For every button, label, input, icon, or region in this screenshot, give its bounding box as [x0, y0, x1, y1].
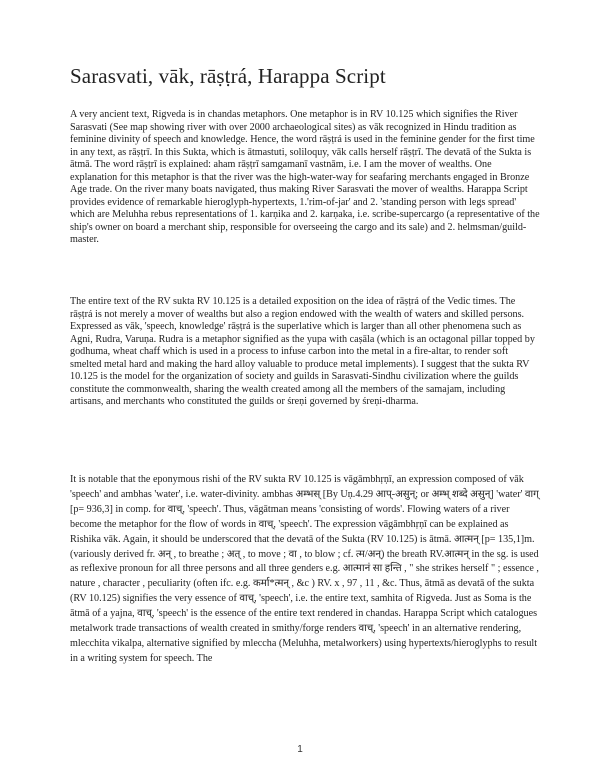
page-number: 1: [297, 744, 303, 755]
paragraph-1: A very ancient text, Rigveda is in chandas metaphors. One metaphor is in RV 10.125 which signifies the River Sarasvati (See map showing river with over 2000 archaeological sites) as vāk recognized in Hindu tradition as feminine divinity of speech and knowledge. Hence, the word rāṣṭrá is used in the feminine gender for the first time in any text, as rāṣṭrī. In this Sukta, which is ātmastuti, soliloquy, vāk calls herself rāṣṭrī. The devatā of the Sukta is ātmā. The word rāṣṭrī is explained: aham rāṣṭrī samgamanī vastnām, i.e. I am the mover of wealths. One explanation for this metaphor is that the river was the high-water-way for seafaring merchants engaged in Bronze Age trade. On the river many boats navigated, thus making River Sarasvati the mover of wealths. Harappa Script provides evidence of remarkable hieroglyph-hypertexts, 1.'rim-of-jar' and 2. 'standing person with legs spread' which are Meluhha rebus representations of 1. karṇika and 2. karṇaka, i.e. scribe-supercargo (a representative of the ship's owner on board a merchant ship, responsible for overseeing the cargo and its sale) and 2. helmsman/guild-master.: [70, 109, 540, 246]
paragraph-3: It is notable that the eponymous rishi of the RV sukta RV 10.125 is vāgāmbhṛṇī, an expression composed of vāk 'speech' and ambhas 'water', i.e. water-divinity. ambhas अम्भस् [By Uṇ.4.29 आप्-असुन्; or अम्भ् शब्दे असुन्] 'water' वाग् [p= 936,3] in comp. for वाच्, 'speech'. Thus, vāgātman means 'consisting of words'. Flowing waters of a river become the metaphor for the flow of words in वाच्, 'speech'. The expression vāgāmbhṛṇī can be explained as Rishika vāk. Again, it should be underscored that the devatā of the Sukta (RV 10.125) is ātmā. आत्मन् [p= 135,1]m. (variously derived fr. अन् , to breathe ; अत् , to move ; वा , to blow ; cf. त्म/अन्) the breath RV.आत्मन् in the sg. is used as reflexive pronoun for all three persons and all three genders e.g. आत्मानं सा हन्ति , " she strikes herself " ; essence , nature , character , peculiarity (often ifc. e.g. कर्मा*त्मन् , &c ) RV. x , 97 , 11 , &c. Thus, ātmā as devatā of the sukta (RV 10.125) signifies the very essence of वाच्, 'speech', i.e. the entire text, samhita of Rigveda. Just as Soma is the ātmā of a yajna, वाच्, 'speech' is the essence of the entire text rendered in chandas. Harappa Script which catalogues metalwork trade transactions of wealth created in smithy/forge renders वाच्, 'speech' in an alternative rendering, mlecchita vikalpa, alternative signified by mleccha (Meluhha, metalworkers) using hypertexts/hieroglyphs to result in a writing system for speech. The: [70, 474, 539, 664]
page-title: Sarasvati, vāk, rāṣṭrá, Harappa Script: [70, 64, 386, 88]
paragraph-2: The entire text of the RV sukta RV 10.125 is a detailed exposition on the idea of rāṣṭrá of the Vedic times. The rāṣṭrá is not merely a mover of wealths but also a region endowed with the wealth of waters and skilled persons. Expressed as vāk, 'speech, knowledge' rāṣṭrá is the superlative which is larger than all other phenomena such as Agni, Rudra, Varuṇa. Rudra is a metaphor signified as the yupa with caṣāla (which is an octagonal pillar topped by godhuma, wheat chaff which is used in a process to infuse carbon into the metal in a fire-altar, to render soft smelted metal hard and making the hard alloy valuable to produce metal implements). I suggest that the sukta RV 10.125 is the model for the organization of society and guilds in Sarasvati-Sindhu civilization where the guilds constitute the commonwealth, sharing the wealth created among all the members of the samajam, including artisans, and merchants who constituted the guilds or śreṇi governed by śreṇi-dharma.: [70, 296, 535, 408]
